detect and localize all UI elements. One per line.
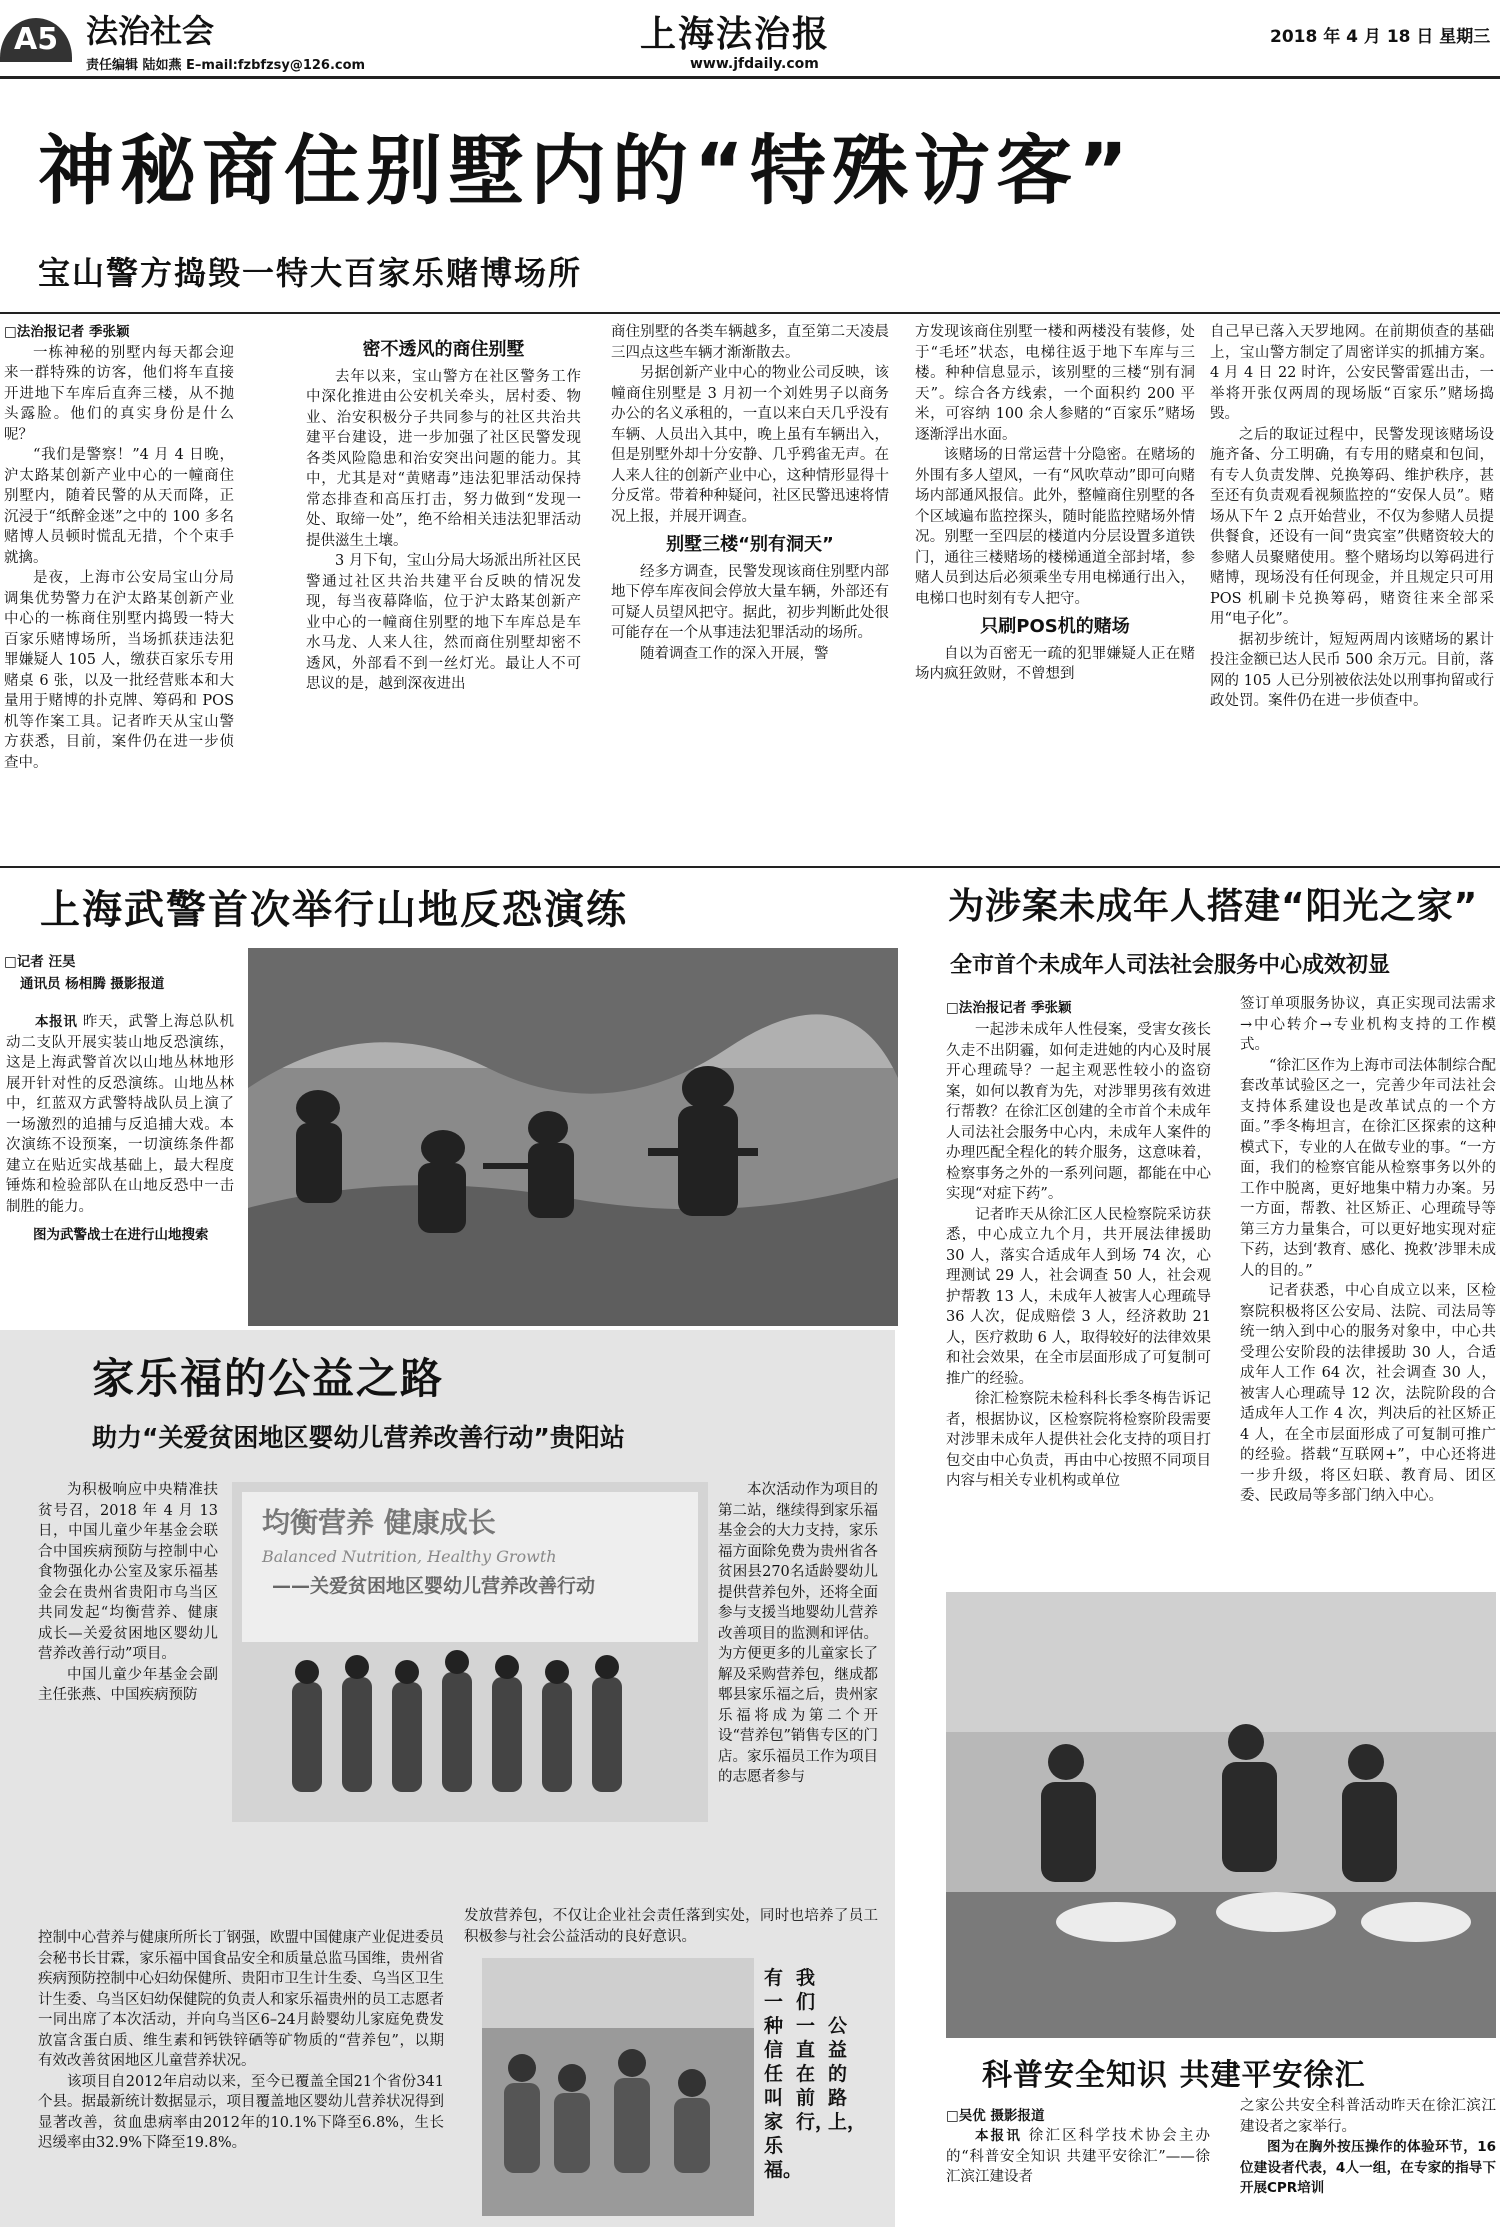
paragraph: 去年以来，宝山警方在社区警务工作中深化推进由公安机关牵头，居村委、物业、治安积极分子共同参与的社区共治共建平台建设，进一步加强了社区民警发现各类风险隐患和治安突出问题的能力。其中，尤其是对“黄赌毒”违法犯罪活动保持常态排查和高压打击，努力做到“发现一处、取缔一处”，绝不给相关违法犯罪活动提供滋生土壤。	[306, 368, 581, 549]
paragraph: 商住别墅的各类车辆越多，直至第二天凌晨三四点这些车辆才渐渐散去。	[611, 324, 889, 361]
science-byline: □吴优 摄影报道	[946, 2108, 1045, 2124]
science-headline: 科普安全知识 共建平安徐汇	[982, 2058, 1366, 2093]
wujing-byline-2: 通讯员 杨相腾 摄影报道	[20, 976, 165, 992]
lead-tag: 本报讯	[975, 2128, 1023, 2144]
slogan-vertical-2: 有一种信任叫家乐福。	[764, 1967, 803, 2181]
lead-subheading-1: 密不透风的商住别墅	[362, 339, 525, 360]
paragraph: 方发现该商住别墅一楼和两楼没有装修，处于“毛坯”状态，电梯往返于地下车库与三楼。种种信息显示，该别墅的三楼“别有洞天”。综合各方线索，一个面积约 200 平米，可容纳 100 余人参赌的“百家乐”赌场逐渐浮出水面。	[915, 324, 1195, 443]
juvenile-subhead: 全市首个未成年人司法社会服务中心成效初显	[950, 953, 1391, 978]
masthead: 上海法治报	[640, 13, 831, 55]
lead-column-4	[915, 322, 1195, 862]
paragraph: 之后的取证过程中，民警发现该赌场设施齐备、分工明确，有专用的赌桌和包间，有专人负责发牌、兑换筹码、维护秩序，甚至还有负责观看视频监控的“安保人员”。赌场从下午 2 点开始营业，不仅为参赌人员提供餐食，还设有一间“贵宾室”供赌资较大的参赌人员聚赌使用。整个赌场均以筹码进行赌博，现场没有任何现金，并且规定只可用 POS 机刷卡兑换筹码，赌资往来全部采用“电子化”。	[1210, 426, 1494, 627]
paragraph: 记者昨天从徐汇区人民检察院采访获悉，中心成立九个月，共开展法律援助 30 人，落实合适成年人到场 74 次，心理测试 29 人，社会调查 50 人，社会观护帮教 13 人，未成年人被害人心理疏导 36 人次，促成赔偿 3 人，经济救助 21 人，医疗救助 6 人，取得较好的法律效果和社会效果，在全市层面形成了可复制可推广的经验。	[946, 1206, 1211, 1387]
science-text: 徐汇区科学技术协会主办的“科普安全知识 共建平安徐汇”——徐汇滨江建设者	[946, 2128, 1210, 2185]
editor-line: 责任编辑 陆如燕 E–mail:fzbfzsy@126.com	[86, 58, 366, 73]
juvenile-column-1	[946, 1020, 1211, 1584]
lead-subhead: 宝山警方捣毁一特大百家乐赌博场所	[38, 254, 583, 292]
paragraph: 该项目自2012年启动以来，至今已覆盖全国21个省份341个县。据最新统计数据显示，项目覆盖地区婴幼儿营养状况得到显著改善，贫血患病率由2012年的10.1%下降至6.8%，生长迟缓率由32.9%下降至19.8%。	[38, 2073, 444, 2151]
banner-line-2: Balanced Nutrition, Healthy Growth	[262, 1547, 557, 1566]
header-rule	[0, 76, 1500, 79]
paragraph: 为积极响应中央精准扶贫号召，2018 年 4 月 13 日，中国儿童少年基金会联合中国疾病预防与控制中心食物强化办公室及家乐福基金会在贵州省贵阳市乌当区共同发起“均衡营养、健康成长—关爱贫困地区婴幼儿营养改善行动”项目。	[38, 1482, 218, 1662]
lead-bottom-rule	[0, 866, 1500, 868]
paragraph: 徐汇检察院未检科科长季冬梅告诉记者，根据协议，区检察院将检察阶段需要对涉罪未成年人提供社会化支持的项目打包交由中心负责，再由中心按照不同项目内容与相关专业机构或单位	[946, 1391, 1211, 1489]
juvenile-headline: 为涉案未成年人搭建“阳光之家”	[948, 886, 1479, 927]
carrefour-subhead: 助力“关爱贫困地区婴幼儿营养改善行动”贵阳站	[92, 1423, 625, 1452]
paragraph: 另据创新产业中心的物业公司反映，该幢商住别墅是 3 月初一个刘姓男子以商务办公的名义承租的，一直以来白天几乎没有车辆、人员出入其中，晚上虽有车辆出入，但是别墅外却十分安静、几乎鸦雀无声。在人来人往的创新产业中心，这种情形显得十分反常。带着种种疑问，社区民警迅速将情况上报，并展开调查。	[611, 365, 889, 525]
paragraph: “徐汇区作为上海市司法体制综合配套改革试验区之一，完善少年司法社会支持体系建设也是改革试点的一个方面。”季冬梅坦言，在徐汇区探索的这种模式下，专业的人在做专业的事。“一方面，我们的检察官能从检察事务以外的工作中脱离，更好地集中精力办案。另一方面，帮教、社区矫正、心理疏导等第三方力量集合，可以更好地实现对症下药，达到‘教育、感化、挽救’涉罪未成人的目的。”	[1240, 1057, 1496, 1279]
juvenile-column-2	[1240, 994, 1496, 1584]
wujing-text: 昨天，武警上海总队机动二支队开展实装山地反恐演练，这是上海武警首次以山地丛林地形展开针对性的反恐演练。山地丛林中，红蓝双方武警特战队员上演了一场激烈的追捕与反追捕大戏。本次演练不设预案，一切演练条件都建立在贴近实战基础上，最大程度锤炼和检验部队在山地反恐中一击制胜的能力。	[6, 1014, 234, 1215]
lead-column-3	[611, 322, 889, 862]
paragraph: 发放营养包，不仅让企业社会责任落到实处，同时也培养了员工积极参与社会公益活动的良好意识。	[464, 1908, 878, 1945]
paragraph: 随着调查工作的深入开展，警	[640, 645, 829, 662]
volunteers-photo-image	[482, 1958, 754, 2216]
lead-column-2	[306, 332, 581, 862]
paragraph: 之家公共安全科普活动昨天在徐汇滨江建设者之家举行。	[1240, 2098, 1496, 2135]
cpr-training-photo-image	[946, 1592, 1496, 2038]
paragraph: 该赌场的日常运营十分隐密。在赌场的外围有多人望风，一有“风吹草动”即可向赌场内部通风报信。此外，整幢商住别墅的各个区域遍布监控探头，随时能监控赌场外情况。别墅一至四层的楼道内分层设置多道铁门，通往三楼赌场的楼梯通道全部封堵，参赌人员到达后必须乘坐专用电梯通行出入，电梯口也时刻有专人把守。	[915, 447, 1195, 607]
banner-line-3: ——关爱贫困地区婴幼儿营养改善行动	[272, 1575, 596, 1597]
lead-subheading-3: 只刷POS机的赌场	[980, 616, 1130, 637]
carrefour-column-1	[38, 1480, 218, 1924]
paragraph: 记者获悉，中心自成立以来，区检察院积极将区公安局、法院、司法局等统一纳入到中心的服务对象中，中心共受理公安阶段的法律援助 30 人，合适成年人工作 64 次，社会调查 30 人，被害人心理疏导 12 次，法院阶段的合适成年人工作 4 次，判决后的社区矫正 4 人，在全市层面形成了可复制可推广的经验。搭载“互联网+”，中心还将进一步升级，将区妇联、教育局、团区委、民政局等多部门纳入中心。	[1240, 1283, 1496, 1504]
lead-tag: 本报讯	[35, 1014, 78, 1030]
lead-column-5	[1210, 322, 1494, 862]
slogan-vertical-1: 我们一直在前行，	[796, 1967, 835, 2133]
paragraph: 是夜，上海市公安局宝山分局调集优势警力在沪太路某创新产业中心的一栋商住别墅内捣毁一特大百家乐赌博场所，当场抓获违法犯罪嫌疑人 105 人，缴获百家乐专用赌桌 6 张，以及一批经营账本和大量用于赌博的扑克牌、筹码和 POS 机等作案工具。记者昨天从宝山警方获悉，目前，案件仍在进一步侦查中。	[4, 570, 234, 771]
wujing-headline: 上海武警首次举行山地反恐演练	[40, 887, 628, 933]
page-number: A5	[14, 22, 59, 57]
lead-byline: □法治报记者 季张颖	[4, 324, 130, 340]
carrefour-wide-text	[38, 1928, 444, 2218]
carrefour-headline: 家乐福的公益之路	[92, 1354, 445, 1403]
lead-column-1	[4, 322, 234, 862]
juvenile-byline: □法治报记者 季张颖	[946, 1000, 1072, 1016]
science-photo	[946, 1592, 1496, 2038]
soldiers-photo-image	[248, 948, 898, 1326]
paragraph: 一栋神秘的别墅内每天都会迎来一群特殊的访客，他们将车直接开进地下车库后直奔三楼，从不抛头露脸。他们的真实身份是什么呢？	[4, 344, 234, 443]
banner-line-1: 均衡营养 健康成长	[262, 1506, 496, 1539]
wujing-photo	[248, 948, 898, 1326]
volunteer-photo	[482, 1958, 754, 2216]
carrefour-column-2	[718, 1480, 878, 1906]
slogan-vertical-3: 公益的路上，	[828, 2015, 867, 2133]
lead-subheading-2: 别墅三楼“别有洞天”	[666, 534, 834, 555]
paragraph: 自己早已落入天罗地网。在前期侦查的基础上，宝山警方制定了周密详实的抓捕方案。4 月 4 日 22 时许，公安民警雷霆出击，一举将开张仅两周的现场版“百家乐”赌场捣毁。	[1210, 324, 1494, 422]
paragraph: 自以为百密无一疏的犯罪嫌疑人正在赌场内疯狂敛财，不曾想到	[915, 645, 1195, 682]
paragraph: 3 月下旬，宝山分局大场派出所社区民警通过社区共治共建平台反映的情况发现，每当夜幕降临，位于沪太路某创新产业中心的一幢商住别墅的地下车库总是车水马龙、人来人往，然而商住别墅却密不透风，外部看不到一丝灯光。最让人不可思议的是，越到深夜进出	[306, 553, 581, 692]
issue-date: 2018 年 4 月 18 日 星期三	[1270, 27, 1491, 47]
paragraph: 签订单项服务协议，真正实现司法需求→中心转介→专业机构支持的工作模式。	[1240, 996, 1496, 1053]
wujing-caption: 图为武警战士在进行山地搜索	[33, 1227, 209, 1243]
website: www.jfdaily.com	[690, 56, 819, 72]
paragraph: 经多方调查，民警发现该商住别墅内部地下停车库夜间会停放大量车辆，外部还有可疑人员望风把守。据此，初步判断此处很可能存在一个从事违法犯罪活动的场所。	[611, 563, 889, 641]
paragraph: 控制中心营养与健康所所长丁钢强，欧盟中国健康产业促进委员会秘书长甘霖，家乐福中国食品安全和质量总监马国维，贵州省疾病预防控制中心妇幼保健所、贵阳市卫生计生委、乌当区卫生计生委、乌当区妇幼保健院的负责人和家乐福贵州的员工志愿者一同出席了本次活动，并向乌当区6–24月龄婴幼儿家庭免费发放富含蛋白质、维生素和钙铁锌硒等矿物质的“营养包”，以期有效改善贫困地区儿童营养状况。	[38, 1930, 444, 2069]
paragraph: 一起涉未成年人性侵案，受害女孩长久走不出阴霾，如何走进她的内心及时展开心理疏导？一起主观恶性较小的盗窃案，如何以教育为先，对涉罪男孩有效进行帮教？在徐汇区创建的全市首个未成年人司法社会服务中心内，未成年人案件的办理匹配全程化的转介服务，这意味着，检察事务之外的一系列问题，都能在中心实现“对症下药”。	[946, 1022, 1211, 1202]
section-title: 法治社会	[86, 12, 215, 50]
science-column-2	[1240, 2096, 1496, 2226]
paragraph: 据初步统计，短短两周内该赌场的累计投注金额已达人民币 500 余万元。目前，落网的 105 人已分别被依法处以刑事拘留或行政处罚。案件仍在进一步侦查中。	[1210, 631, 1494, 709]
paragraph: 本次活动作为项目的第二站，继续得到家乐福基金会的大力支持，家乐福方面除免费为贵州省各贫困县270名适龄婴幼儿提供营养包外，还将全面参与支援当地婴幼儿营养改善项目的监测和评估。为方便更多的儿童家长了解及采购营养包，继成都郫县家乐福之后，贵州家乐福将成为第二个开设“营养包”销售专区的门店。家乐福员工作为项目的志愿者参与	[718, 1482, 878, 1785]
carrefour-photo	[232, 1482, 708, 1822]
wujing-byline-1: □记者 汪昊	[4, 954, 76, 970]
lead-headline: 神秘商住别墅内的“特殊访客”	[38, 126, 1134, 215]
science-column-1	[946, 2126, 1210, 2226]
paragraph: 中国儿童少年基金会副主任张燕、中国疾病预防	[38, 1666, 218, 1703]
lead-rule	[0, 312, 1500, 314]
wujing-body	[6, 1012, 234, 1324]
page-badge	[0, 18, 72, 62]
carrefour-wide-text-2	[464, 1906, 878, 1950]
event-photo-image	[232, 1482, 708, 1822]
science-caption: 图为在胸外按压操作的体验环节，16位建设者代表，4人一组，在专家的指导下开展CPR培训	[1240, 2139, 1496, 2196]
paragraph: “我们是警察！”4 月 4 日晚，沪太路某创新产业中心的一幢商住别墅内，随着民警的从天而降，正沉浸于“纸醉金迷”之中的 100 多名赌博人员顿时慌乱无措，个个束手就擒。	[4, 447, 234, 566]
